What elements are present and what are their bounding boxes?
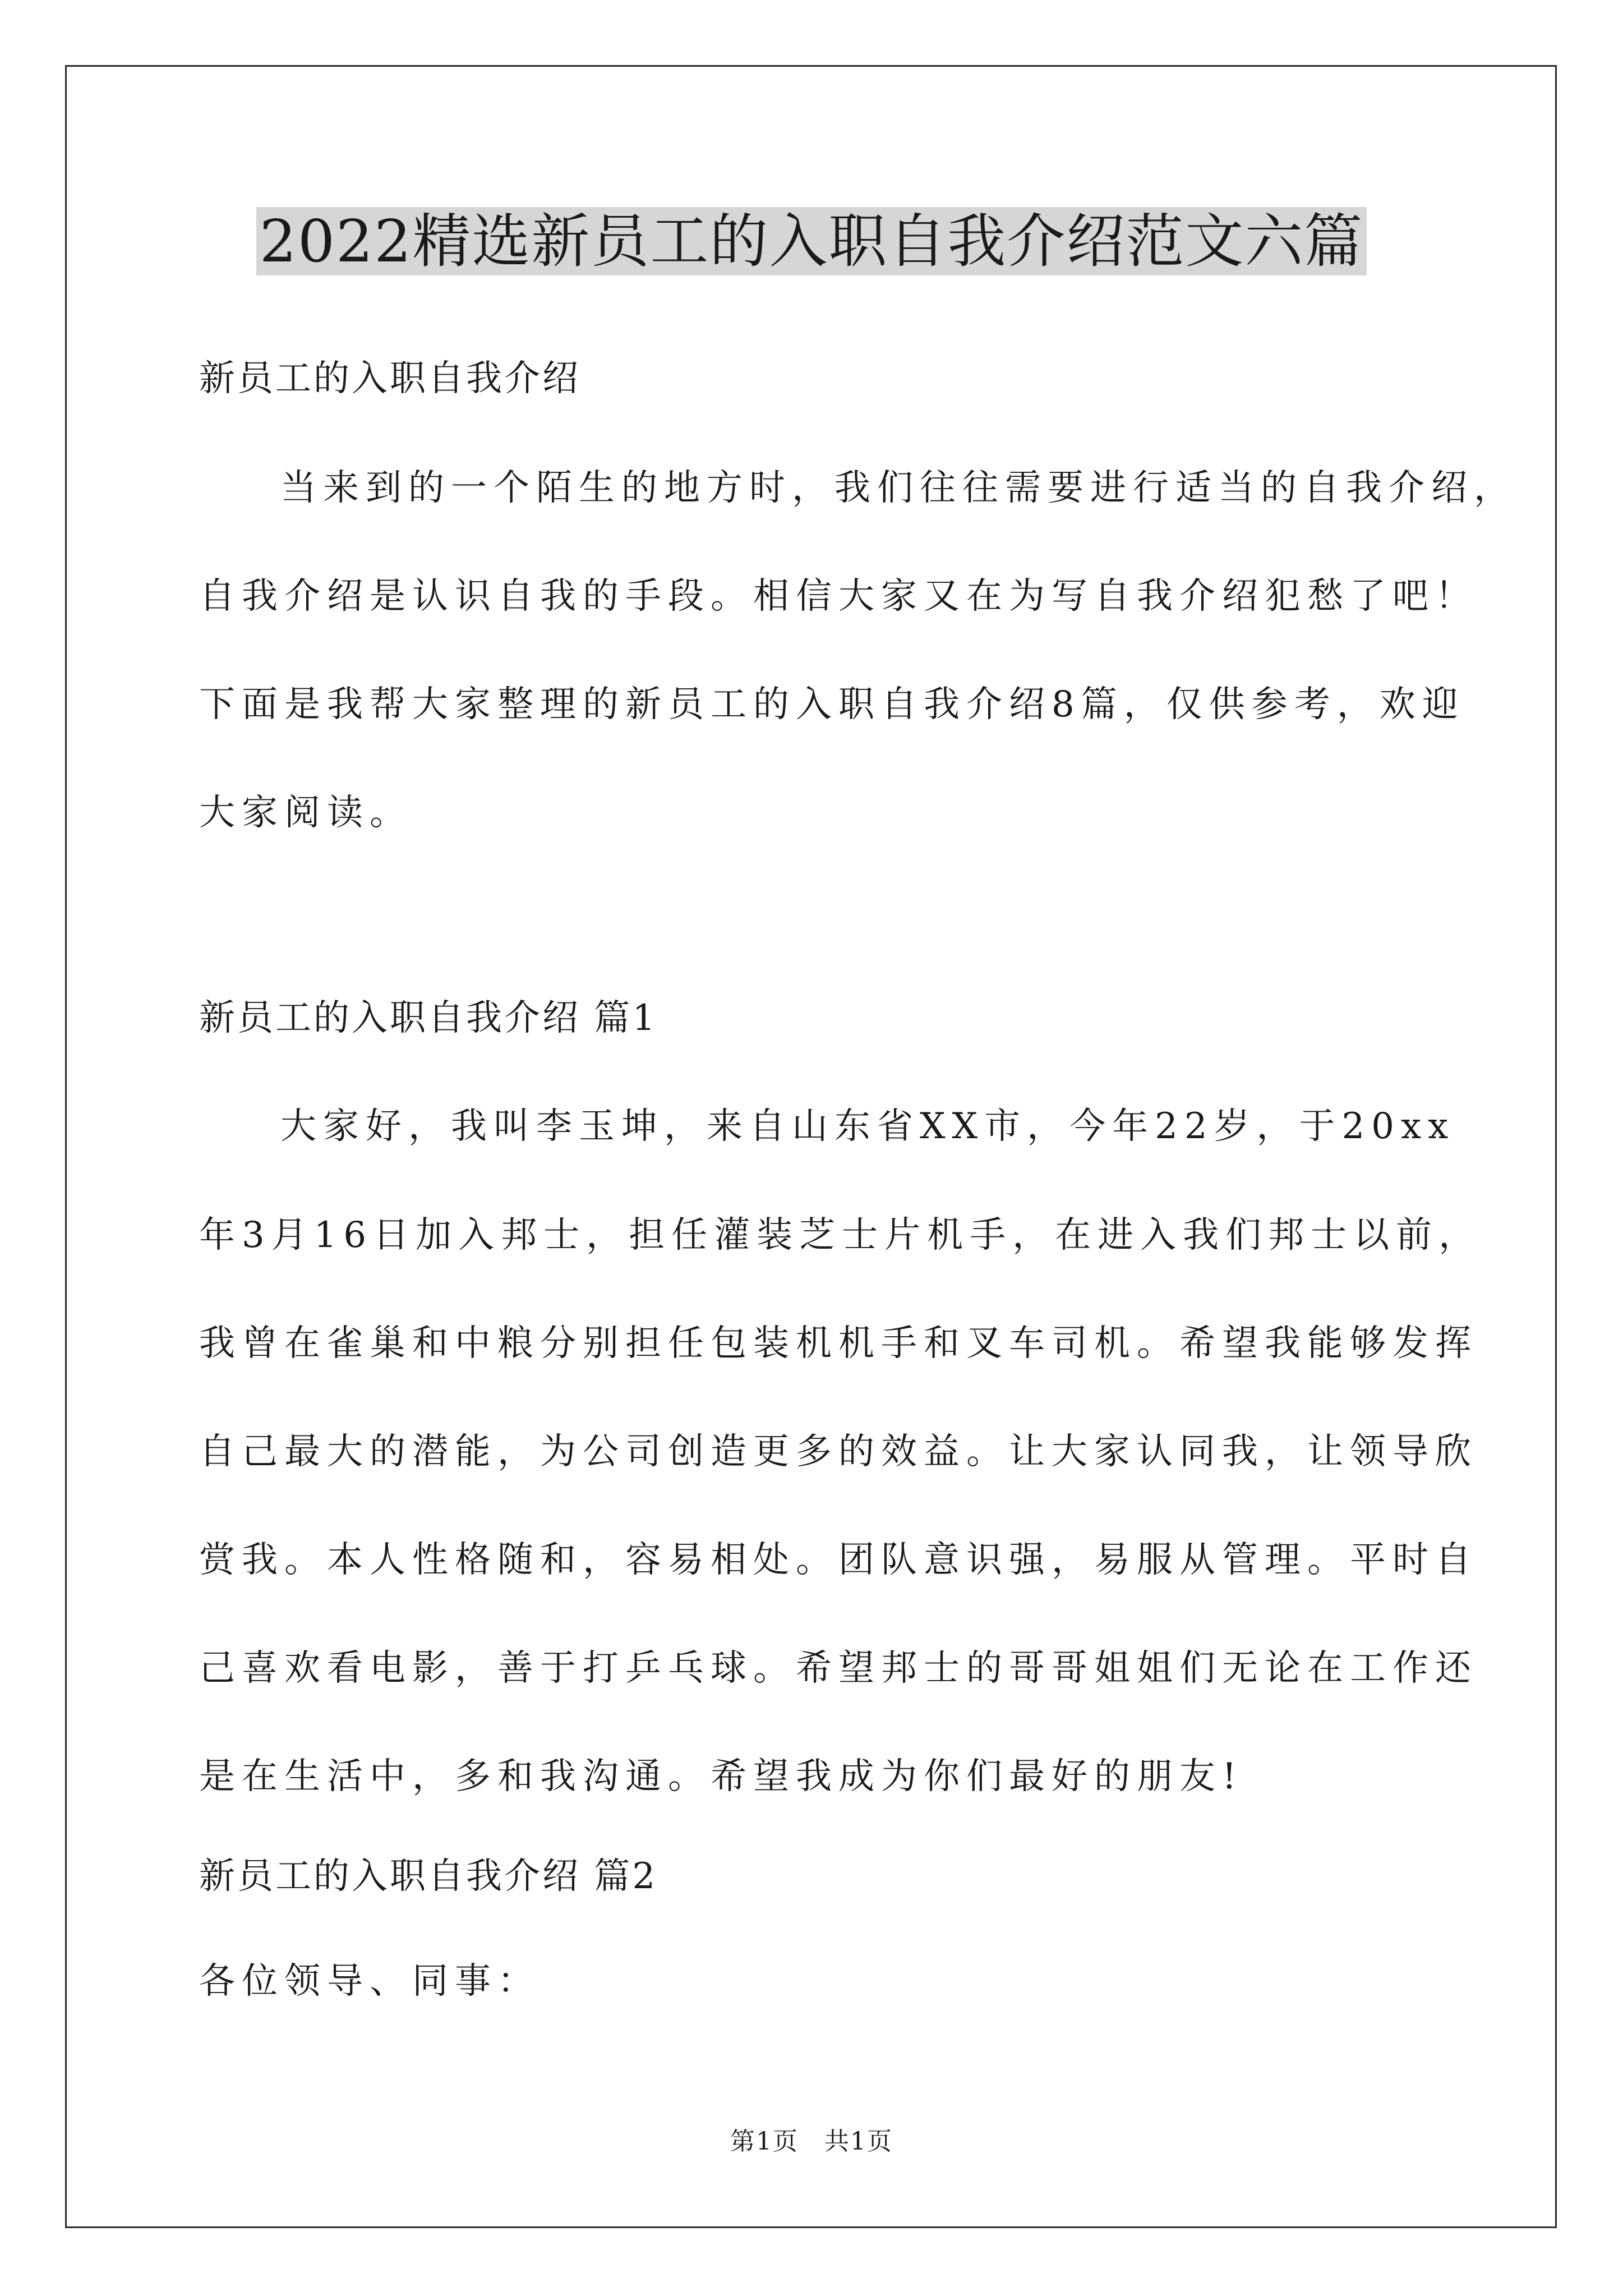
section-1-paragraph-line: 大家好，我叫李玉坤，来自山东省XX市，今年22岁，于20xx [280, 1106, 1455, 1147]
section-1-paragraph-line: 自己最大的潜能，为公司创造更多的效益。让大家认同我，让领导欣 [199, 1431, 1478, 1473]
intro-paragraph-line: 自我介绍是认识自我的手段。相信大家又在为写自我介绍犯愁了吧！ [199, 576, 1478, 617]
intro-heading: 新员工的入职自我介绍 [199, 358, 580, 399]
section-1-paragraph-line: 是在生活中，多和我沟通。希望我成为你们最好的朋友! [199, 1756, 1243, 1797]
document-title [0, 202, 1623, 280]
page-footer: 第1页 共1页 [730, 2127, 893, 2156]
section-2-greeting: 各位领导、同事： [199, 1961, 540, 2002]
section-1-paragraph-line: 赏我。本人性格随和，容易相处。团队意识强，易服从管理。平时自 [199, 1539, 1478, 1581]
section-2-heading: 新员工的入职自我介绍 篇2 [199, 1856, 658, 1897]
section-1-paragraph-line: 己喜欢看电影，善于打乒乓球。希望邦士的哥哥姐姐们无论在工作还 [199, 1648, 1478, 1689]
section-1-paragraph-line: 年3月16日加入邦士，担任灌装芝士片机手，在进入我们邦士以前， [199, 1214, 1482, 1256]
section-1-heading: 新员工的入职自我介绍 篇1 [199, 997, 658, 1039]
section-1-paragraph-line: 我曾在雀巢和中粮分别担任包装机机手和叉车司机。希望我能够发挥 [199, 1323, 1478, 1364]
intro-paragraph-line: 大家阅读。 [199, 792, 412, 834]
document-title-text: 2022精选新员工的入职自我介绍范文六篇 [256, 207, 1367, 275]
intro-paragraph-line: 下面是我帮大家整理的新员工的入职自我介绍8篇，仅供参考，欢迎 [199, 684, 1465, 725]
intro-paragraph-line: 当来到的一个陌生的地方时，我们往往需要进行适当的自我介绍， [280, 467, 1516, 509]
